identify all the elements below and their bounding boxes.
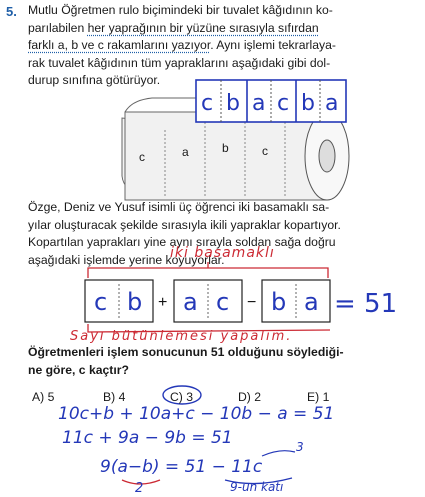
- roll-label: c: [262, 144, 268, 158]
- plus-operator: +: [158, 294, 168, 311]
- roll-label: c: [139, 150, 145, 164]
- operation-boxes: [85, 280, 330, 322]
- question-line-1: Mutlu Öğretmen rulo biçimindeki bir tuvalet kâğıdının ko-: [28, 3, 333, 17]
- scenario-line-3: Kopartılan yaprakları yine aynı sırayla soldan sağa doğru: [28, 235, 336, 250]
- prompt-line-2: ne göre, c kaçtır?: [28, 362, 129, 377]
- strip-cell: c: [277, 91, 290, 116]
- scenario-line-1: Özge, Deniz ve Yusuf isimli üç öğrenci iki basamaklı sa-: [28, 200, 330, 214]
- scenario-line-2: yılar oluşturacak şekilde sırasıyla ikili yapraklar kopartıyor.: [28, 217, 341, 232]
- op-cell: c: [94, 288, 108, 316]
- choice-d[interactable]: D) 2: [238, 390, 262, 404]
- op-cell: b: [127, 288, 143, 316]
- red-note-top: iki basamaklı: [170, 245, 275, 261]
- scenario-line-4: aşağıdaki işlemde yerine koyuyorlar.: [28, 252, 225, 267]
- op-cell: a: [304, 288, 319, 316]
- choice-e[interactable]: E) 1: [307, 390, 330, 404]
- strip-cell: c: [201, 91, 214, 116]
- op-cell: a: [183, 288, 198, 316]
- question-line-3-post: . Aynı işlemi tekrarlaya-: [210, 38, 336, 53]
- work-line-2: 11c + 9a − 9b = 51: [62, 428, 233, 448]
- work-arrow: [262, 451, 295, 456]
- op-cell: b: [271, 288, 287, 316]
- choice-c[interactable]: C) 3: [170, 390, 194, 404]
- question-line-3-underlined: farklı a, b ve c rakamlarını yazıyor: [28, 38, 211, 53]
- roll-label: a: [182, 145, 189, 159]
- question-line-2-underlined: her yaprağının bir yüzüne sırasıyla sıfırdan: [87, 20, 319, 35]
- work-line-3-superscript: 3: [296, 440, 304, 454]
- prompt-line-1: Öğretmenleri işlem sonucunun 51 olduğunu söylediği-: [28, 345, 344, 359]
- work-line-1: 10c+b + 10a+c − 10b − a = 51: [58, 404, 335, 424]
- question-prompt: [28, 344, 394, 379]
- work-line-3-sub1: 2: [135, 481, 144, 496]
- strip-cell: b: [301, 91, 315, 116]
- choice-a[interactable]: A) 5: [32, 390, 55, 404]
- strip-cell: a: [325, 91, 339, 116]
- strip-cell: b: [226, 91, 240, 116]
- work-line-3-sub2: 9-un katı: [230, 480, 284, 494]
- roll-label: b: [222, 141, 229, 155]
- question-line-5: durup sınıfına götürüyor.: [28, 73, 161, 88]
- red-note-bottom: Sayı bütünlemesi yapalım.: [70, 329, 293, 344]
- question-line-4: rak tuvalet kâğıdının tüm yapraklarını aşağıdaki gibi dol-: [28, 55, 331, 70]
- question-line-2-pre: parılabilen: [28, 20, 88, 35]
- work-line-3: 9(a−b) = 51 − 11c: [100, 457, 263, 477]
- choice-b[interactable]: B) 4: [103, 390, 126, 404]
- unrolled-sheet-strip: [196, 80, 346, 122]
- strip-cell: a: [252, 91, 266, 116]
- op-cell: c: [216, 288, 230, 316]
- question-number: 5.: [6, 4, 17, 19]
- operation-result: = 51: [334, 289, 398, 319]
- minus-operator: −: [247, 294, 257, 311]
